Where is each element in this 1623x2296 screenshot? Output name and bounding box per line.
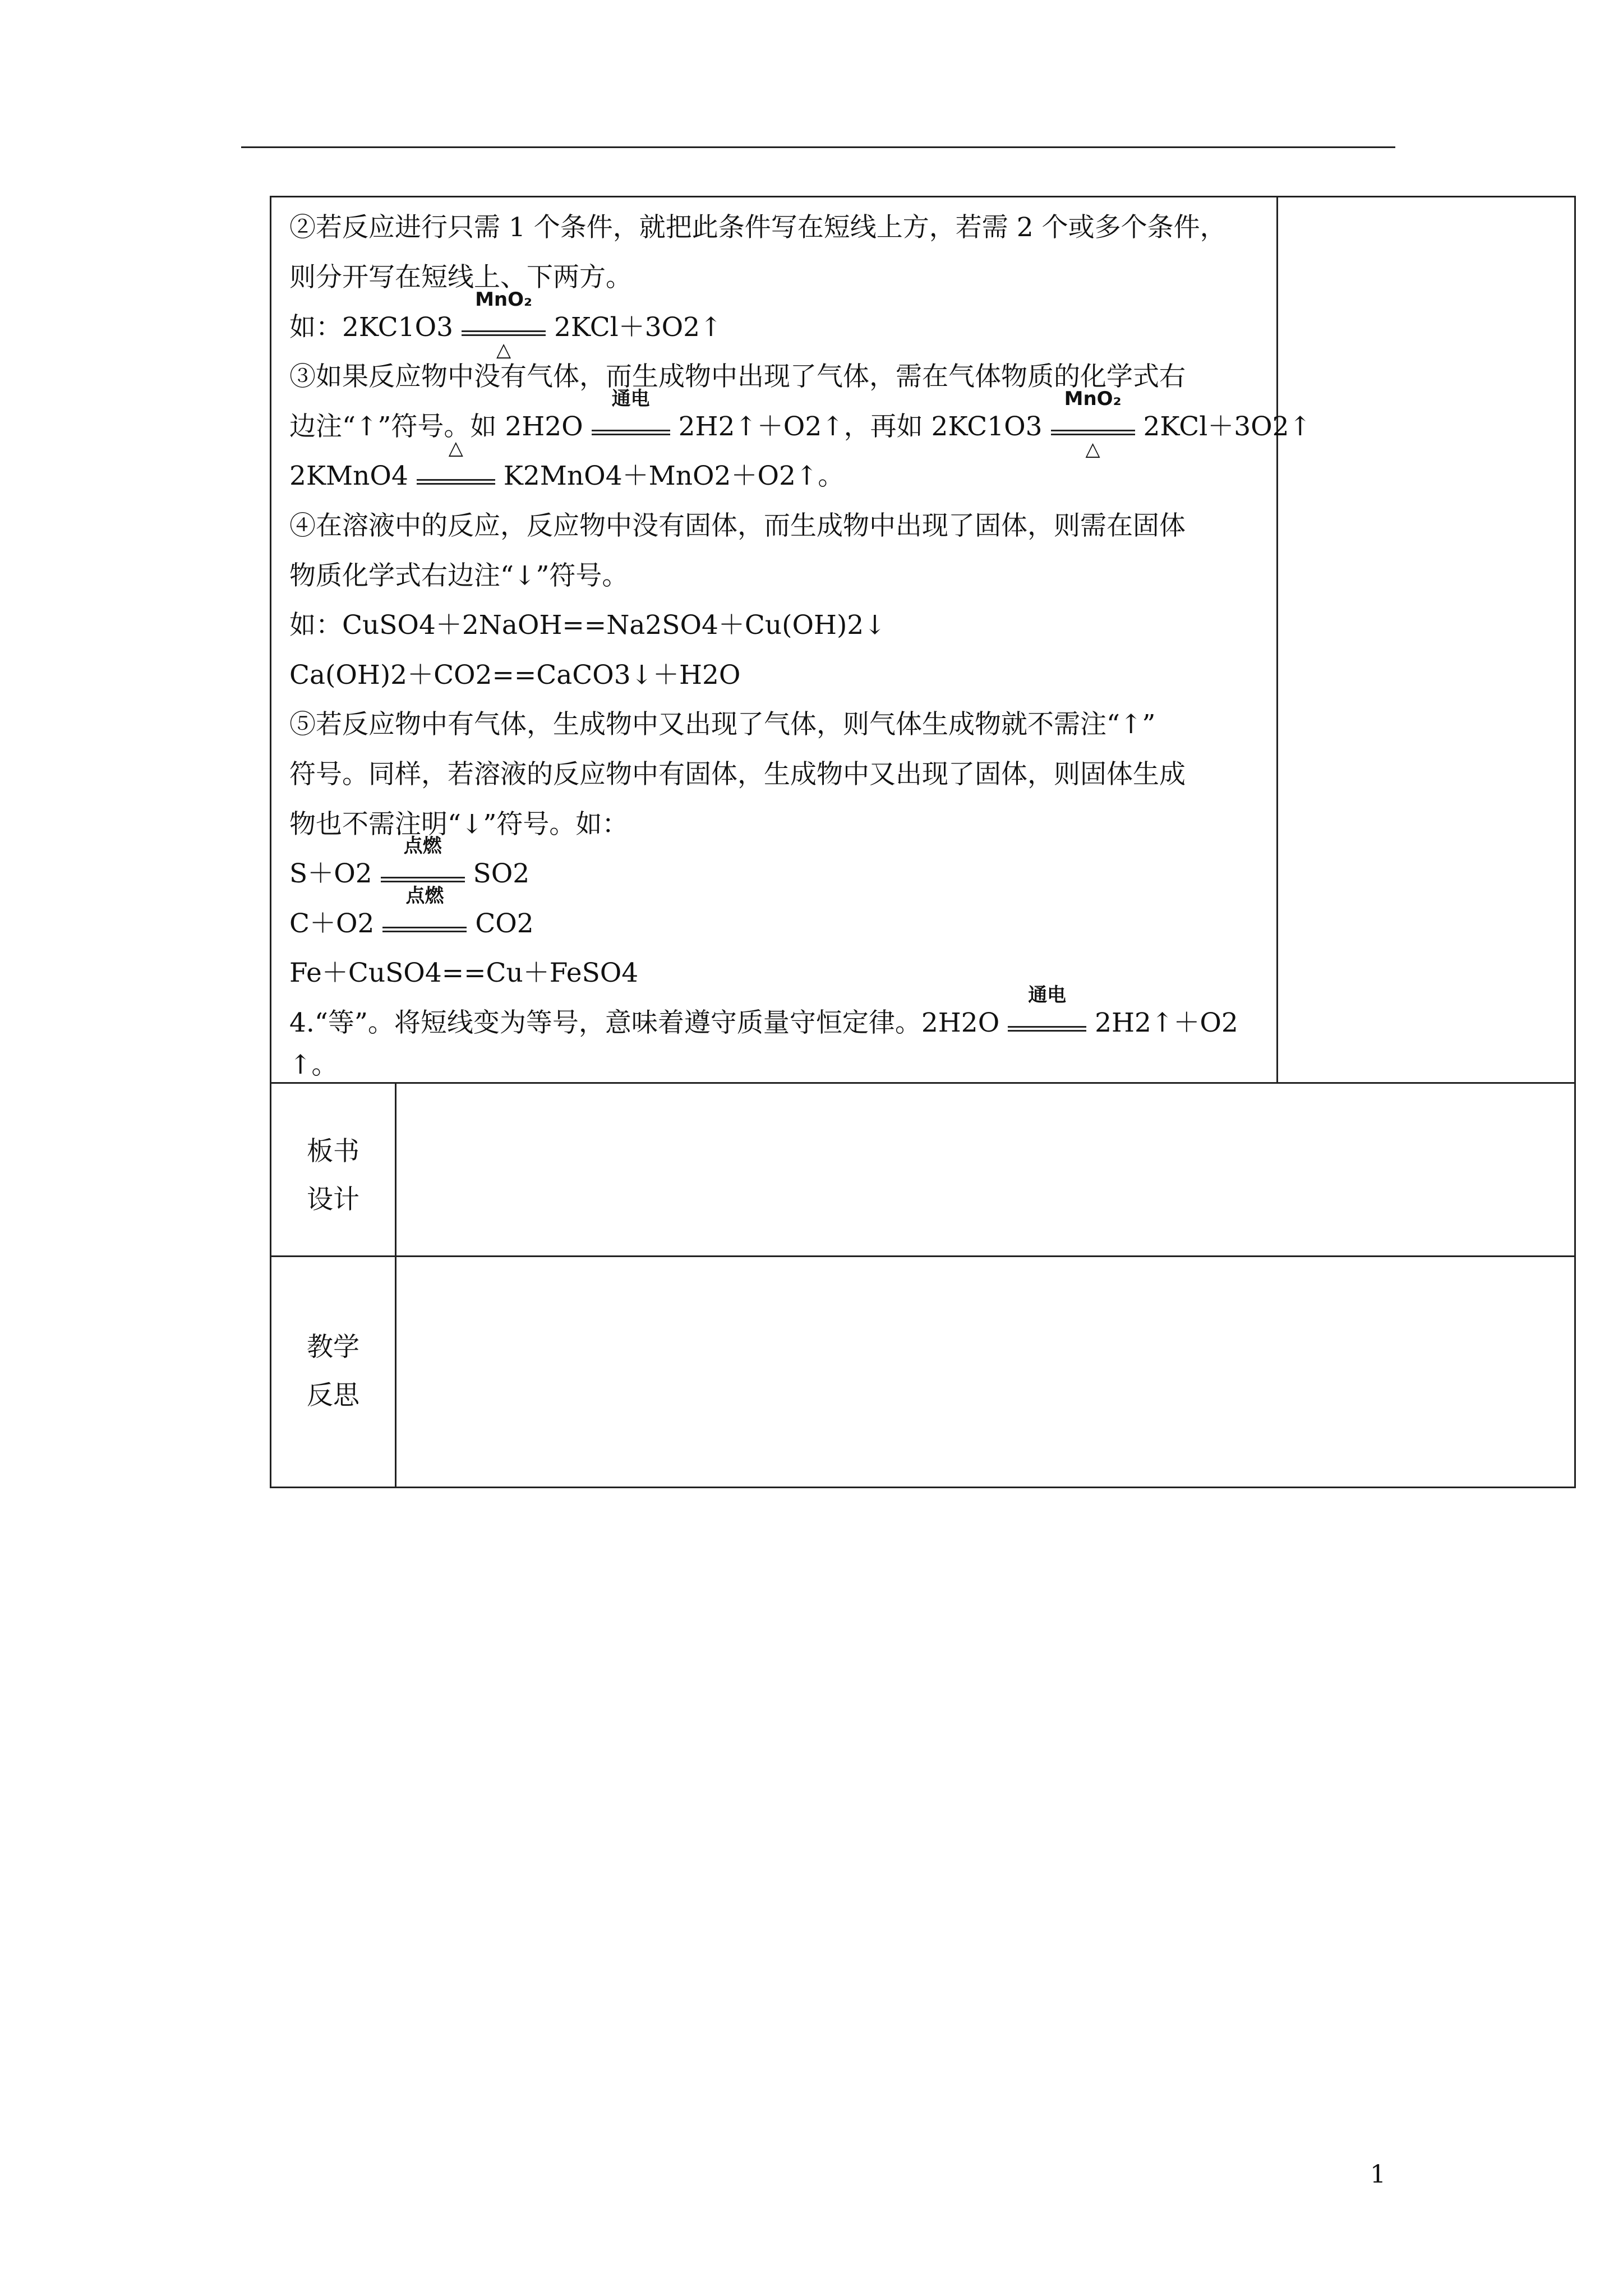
reaction-condition: 通电 (1028, 984, 1067, 1006)
reaction-arrow (1008, 984, 1086, 1032)
text-line: 物也不需注明“↓”符号。如： (289, 809, 629, 840)
reaction-arrow (382, 885, 467, 932)
equation-line (289, 835, 530, 889)
equation-text: 4.“等”。将短线变为等号，意味着遵守质量守恒定律。2H2O (289, 1007, 1000, 1038)
content-table (270, 196, 1576, 1084)
equation-text: S＋O2 (289, 858, 372, 889)
equation-text: 如：2KC1O3 (289, 312, 454, 343)
board-design-row (270, 1082, 1576, 1257)
reaction-condition: 点燃 (403, 835, 442, 857)
reaction-arrow (381, 835, 465, 882)
equation-text: SO2 (473, 858, 530, 889)
text-line: ⑤若反应物中有气体，生成物中又出现了气体，则气体生成物就不需注“↑” (289, 709, 1156, 740)
reaction-condition: MnO₂ (475, 288, 532, 311)
teaching-reflection-label: 教学 (307, 1332, 359, 1363)
text-line: 则分开写在短线上、下两方。 (289, 262, 632, 293)
text-line: ②若反应进行只需 1 个条件，就把此条件写在短线上方，若需 2 个或多个条件， (289, 212, 1227, 243)
text-line: 符号。同样，若溶液的反应物中有固体，生成物中又出现了固体，则固体生成 (289, 759, 1186, 790)
page-number: 1 (1370, 2160, 1386, 2189)
reaction-condition: MnO₂ (1064, 388, 1122, 410)
text-line: ③如果反应物中没有气体，而生成物中出现了气体，需在气体物质的化学式右 (289, 361, 1186, 392)
reaction-condition: 点燃 (405, 885, 444, 907)
equation-line (289, 288, 722, 361)
reaction-condition: △ (1085, 438, 1100, 461)
board-design-label: 板书 (307, 1136, 359, 1167)
reaction-arrow (592, 388, 670, 435)
equation-text: 2KCl＋3O2↑ (554, 312, 722, 343)
reaction-condition: △ (448, 437, 463, 459)
equation-text: K2MnO4＋MnO2＋O2↑。 (503, 461, 845, 491)
reaction-condition: △ (496, 339, 511, 361)
equation-text: 边注“↑”符号。如 2H2O (289, 411, 583, 442)
header-rule (241, 146, 1395, 148)
equation-line: Ca(OH)2＋CO2==CaCO3↓＋H2O (289, 660, 741, 691)
teaching-reflection-label: 反思 (307, 1380, 359, 1411)
board-design-label: 设计 (307, 1184, 359, 1215)
text-line: 物质化学式右边注“↓”符号。 (289, 560, 629, 591)
reaction-arrow (417, 437, 495, 485)
equation-text: 2KCl＋3O2↑ (1143, 411, 1311, 442)
equation-text: 2H2↑＋O2 (1095, 1007, 1238, 1038)
equation-line (289, 885, 534, 939)
equation-text: 2H2↑＋O2↑，再如 2KC1O3 (678, 411, 1043, 442)
equation-text: 2KMnO4 (289, 461, 408, 491)
equation-line (289, 437, 845, 491)
content-cell (271, 197, 1311, 1082)
reaction-arrow (1051, 388, 1135, 461)
teaching-reflection-label-cell (271, 1255, 396, 1487)
reaction-arrow (462, 288, 546, 361)
reaction-condition: 通电 (611, 388, 650, 410)
equation-line (289, 984, 1238, 1038)
equation-text: C＋O2 (289, 908, 375, 939)
equation-line: Fe＋CuSO4==Cu＋FeSO4 (289, 958, 639, 988)
board-design-label-cell (271, 1082, 396, 1255)
equation-text: CO2 (475, 908, 534, 939)
equation-line (289, 388, 1311, 461)
text-line: ④在溶液中的反应，反应物中没有固体，而生成物中出现了固体，则需在固体 (289, 510, 1186, 541)
text-line: ↑。 (289, 1050, 338, 1080)
teaching-reflection-row (270, 1255, 1576, 1488)
equation-line: 如：CuSO4＋2NaOH==Na2SO4＋Cu(OH)2↓ (289, 610, 886, 641)
